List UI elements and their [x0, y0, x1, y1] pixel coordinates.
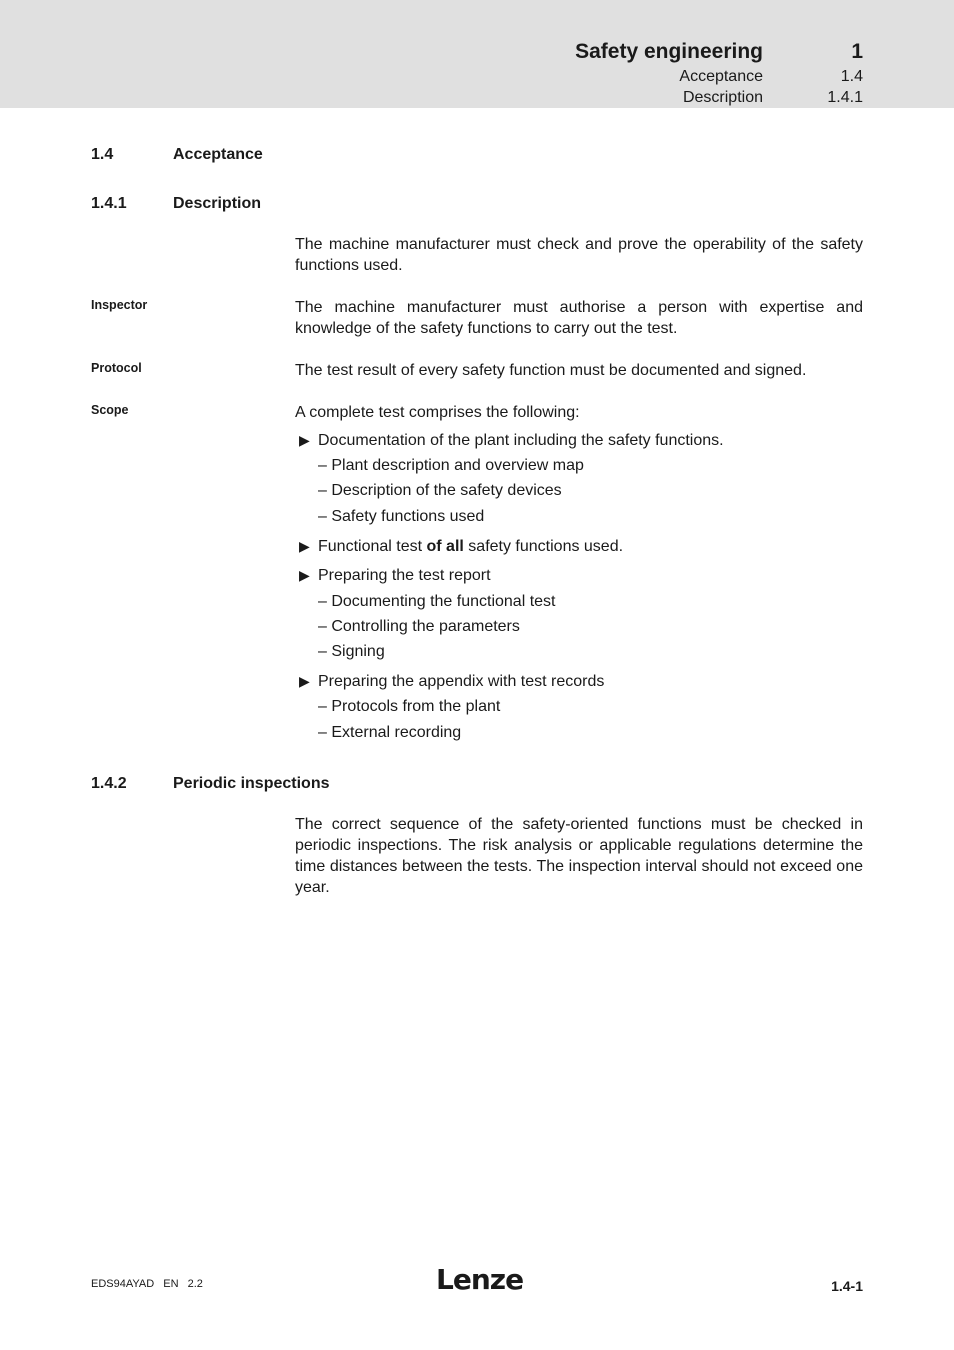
sub-list-item: – Controlling the parameters [318, 618, 520, 635]
header-chapter-number: 1 [851, 40, 863, 63]
triangle-right-icon: ▶ [299, 567, 310, 583]
section-title: Periodic inspections [173, 775, 330, 792]
header-band [0, 0, 954, 108]
inspector-text: The machine manufacturer must authorise a person with expertise and knowledge of the safety functions to carry out the test. [295, 299, 863, 337]
list-item-text-pre: Functional test [318, 538, 427, 555]
header-title-row [575, 40, 863, 64]
section-heading-description [91, 195, 261, 213]
list-item-text-post: safety functions used. [463, 538, 624, 555]
scope-intro: A complete test comprises the following: [295, 404, 580, 421]
sub-list-item: – External recording [318, 724, 462, 741]
list-item-text: Documentation of the plant including the safety functions. [318, 432, 724, 449]
list-item-text-emphasis: of all [426, 538, 464, 555]
periodic-inspections-text: The correct sequence of the safety-oriented functions must be checked in periodic inspections. The risk analysis or applicable regulations determine the time distances between the tests. The inspection interval should not exceed one year. [295, 816, 863, 896]
section-number: 1.4 [91, 146, 114, 163]
list-item [299, 673, 604, 691]
footer-language: EN [163, 1278, 179, 1290]
lenze-logo: Lenze [436, 1263, 524, 1296]
triangle-right-icon: ▶ [299, 432, 310, 448]
description-intro: The machine manufacturer must check and prove the operability of the safety functions used. [295, 236, 863, 274]
list-item [299, 538, 623, 556]
section-number: 1.4.2 [91, 775, 127, 792]
footer-version: 2.2 [187, 1278, 203, 1290]
header-sub2-row [683, 89, 863, 107]
section-heading-acceptance [91, 146, 263, 164]
side-label-scope: Scope [91, 403, 129, 417]
sub-list-item: – Signing [318, 643, 385, 660]
list-item [299, 567, 491, 585]
footer-document-info [91, 1278, 209, 1290]
sub-list-item: – Safety functions used [318, 508, 485, 525]
header-sub2-label: Description [682, 89, 763, 106]
side-label-protocol: Protocol [91, 361, 142, 375]
header-sub1-label: Acceptance [679, 68, 763, 85]
sub-list-item: – Documenting the functional test [318, 593, 556, 610]
section-title: Description [173, 195, 262, 212]
header-sub2-number: 1.4.1 [827, 89, 863, 106]
header-sub1-row [679, 68, 863, 86]
header-sub1-number: 1.4 [840, 68, 863, 85]
list-item [299, 432, 724, 450]
sub-list-item: – Plant description and overview map [318, 457, 584, 474]
footer-doc-id: EDS94AYAD [91, 1278, 155, 1290]
list-item-text: Preparing the appendix with test records [318, 673, 605, 690]
side-label-inspector: Inspector [91, 298, 148, 312]
header-title: Safety engineering [575, 40, 763, 63]
section-number: 1.4.1 [91, 195, 127, 212]
sub-list-item: – Protocols from the plant [318, 698, 501, 715]
section-title: Acceptance [173, 146, 263, 163]
triangle-right-icon: ▶ [299, 538, 310, 554]
triangle-right-icon: ▶ [299, 673, 310, 689]
sub-list-item: – Description of the safety devices [318, 482, 562, 499]
section-heading-periodic-inspections [91, 775, 329, 793]
footer-page-number: 1.4-1 [831, 1278, 863, 1294]
list-item-text: Preparing the test report [318, 567, 491, 584]
protocol-text: The test result of every safety function must be documented and signed. [295, 362, 807, 379]
